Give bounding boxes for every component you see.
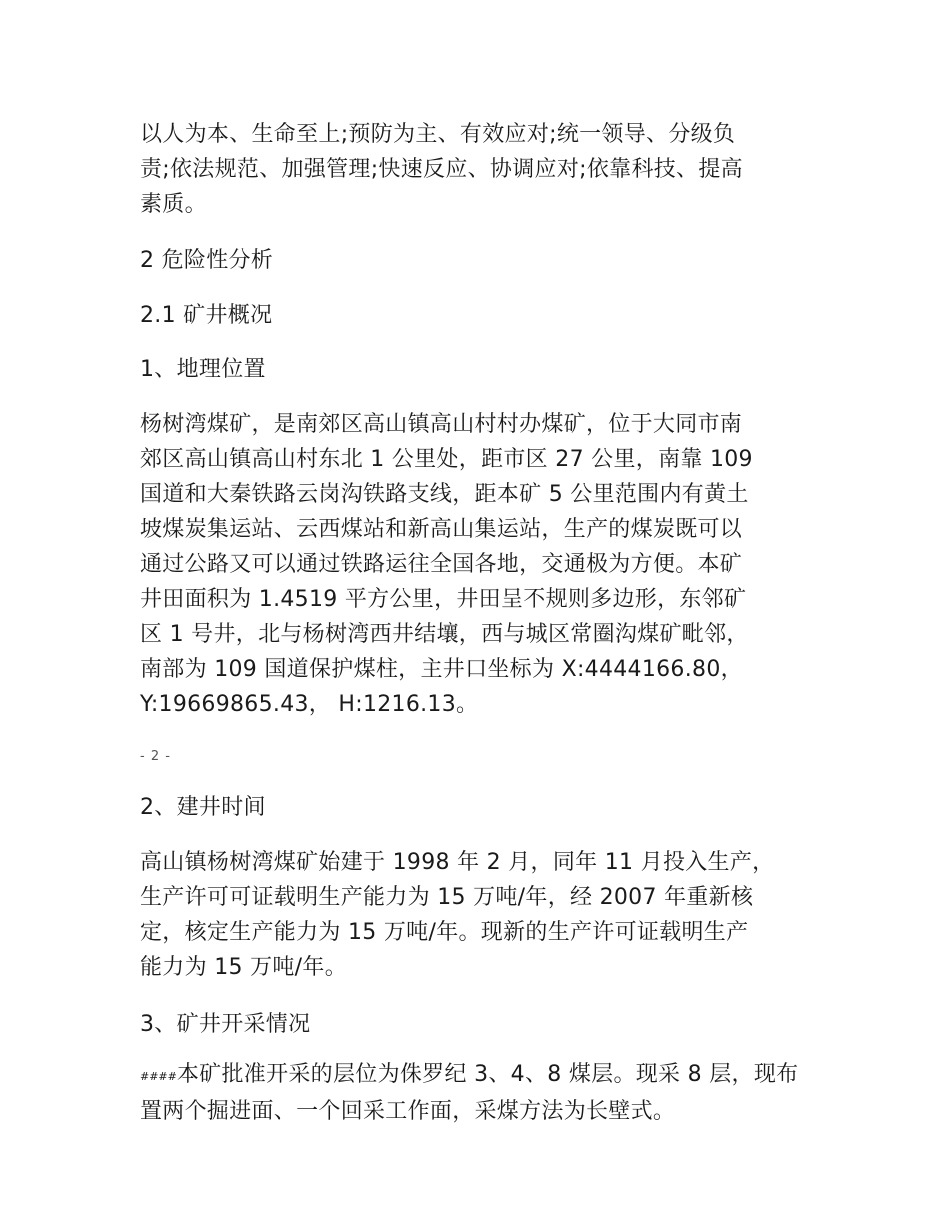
paragraph-line: 素质。 xyxy=(140,192,207,217)
hash-prefix: #### xyxy=(140,1070,177,1083)
paragraph-line: 南部为 109 国道保护煤柱，主井口坐标为 X:4444166.80， xyxy=(140,657,743,682)
construction-paragraph xyxy=(140,845,810,985)
paragraph-line: 以人为本、生命至上;预防为主、有效应对;统一领导、分级负 xyxy=(140,122,736,147)
item-heading-location: 1、地理位置 xyxy=(140,357,266,382)
paragraph-text: 本矿批准开采的层位为侏罗纪 3、4、8 煤层。现采 8 层，现布 xyxy=(176,1062,799,1087)
paragraph-line xyxy=(140,1057,810,1094)
paragraph-line: Y:19669865.43， H:1216.13。 xyxy=(140,692,479,717)
item-heading-construction-time: 2、建井时间 xyxy=(140,795,266,820)
section-heading-2-1: 2.1 矿井概况 xyxy=(140,303,273,328)
page-number: - 2 - xyxy=(140,749,171,764)
paragraph-line: 郊区高山镇高山村东北 1 公里处，距市区 27 公里，南靠 109 xyxy=(140,447,753,472)
paragraph-line: 杨树湾煤矿，是南郊区高山镇高山村村办煤矿，位于大同市南 xyxy=(140,412,743,437)
section-heading-2: 2 危险性分析 xyxy=(140,248,274,273)
principles-paragraph xyxy=(140,117,810,222)
location-paragraph xyxy=(140,407,810,722)
mining-paragraph xyxy=(140,1057,810,1129)
paragraph-line: 置两个掘进面、一个回采工作面，采煤方法为长壁式。 xyxy=(140,1099,676,1124)
item-heading-mining-status: 3、矿井开采情况 xyxy=(140,1012,311,1037)
paragraph-line: 高山镇杨树湾煤矿始建于 1998 年 2 月，同年 11 月投入生产， xyxy=(140,850,775,875)
paragraph-line: 定，核定生产能力为 15 万吨/年。现新的生产许可证载明生产 xyxy=(140,920,749,945)
paragraph-line: 坡煤炭集运站、云西煤站和新高山集运站，生产的煤炭既可以 xyxy=(140,517,743,542)
paragraph-line: 井田面积为 1.4519 平方公里，井田呈不规则多边形，东邻矿 xyxy=(140,587,747,612)
paragraph-line: 区 1 号井，北与杨树湾西井结壤，西与城区常圈沟煤矿毗邻， xyxy=(140,622,749,647)
paragraph-line: 国道和大秦铁路云岗沟铁路支线，距本矿 5 公里范围内有黄土 xyxy=(140,482,749,507)
paragraph-line: 通过公路又可以通过铁路运往全国各地，交通极为方便。本矿 xyxy=(140,552,743,577)
paragraph-line: 生产许可可证载明生产能力为 15 万吨/年，经 2007 年重新核 xyxy=(140,885,754,910)
paragraph-line: 责;依法规范、加强管理;快速反应、协调应对;依靠科技、提高 xyxy=(140,157,743,182)
paragraph-line: 能力为 15 万吨/年。 xyxy=(140,955,347,980)
